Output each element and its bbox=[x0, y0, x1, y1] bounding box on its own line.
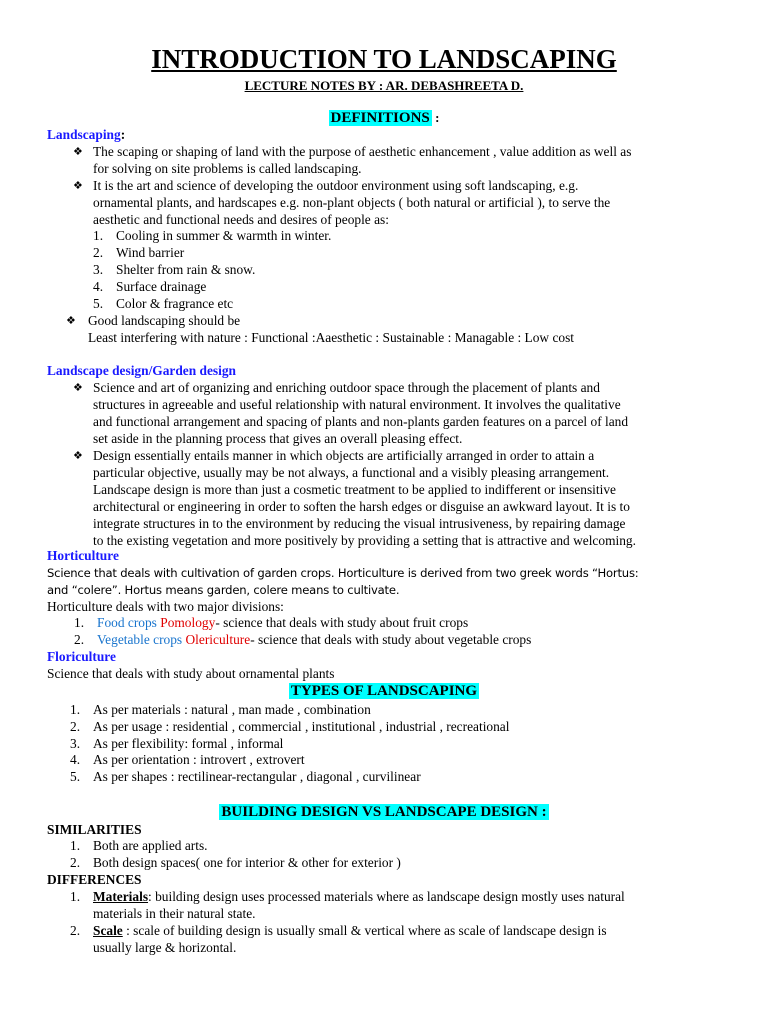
floriculture-label: Floriculture bbox=[47, 649, 116, 664]
diamond-bullet-icon: ❖ bbox=[73, 180, 83, 192]
type-item-1: As per materials : natural , man made , combination bbox=[93, 702, 371, 717]
diamond-bullet-icon: ❖ bbox=[73, 146, 83, 158]
materials-term: Materials bbox=[93, 889, 149, 904]
horticulture-divisions-intro: Horticulture deals with two major divisions: bbox=[47, 599, 284, 614]
garden-bullet-1-line-2: structures in agreeable and useful relationship with natural environment. It involves the qualitative bbox=[93, 397, 621, 412]
landscaping-label: Landscaping bbox=[47, 127, 121, 142]
diamond-bullet-icon: ❖ bbox=[73, 450, 83, 462]
list-number: 5. bbox=[93, 296, 104, 311]
horticulture-text-line-2: and “colere”. Hortus means garden, colere means to cultivate. bbox=[47, 583, 400, 597]
type-item-5: As per shapes : rectilinear-rectangular , diagonal , curvilinear bbox=[93, 769, 421, 784]
garden-bullet-2-line-5: integrate structures in to the environment by reducing the visual intrusiveness, by repairing damage bbox=[93, 516, 626, 531]
definitions-colon: : bbox=[435, 110, 440, 125]
difference-item-1 bbox=[93, 889, 625, 906]
type-item-3: As per flexibility: formal , informal bbox=[93, 736, 284, 751]
need-item-3: Shelter from rain & snow. bbox=[116, 262, 256, 277]
definitions-heading-row bbox=[0, 109, 768, 127]
types-heading: TYPES OF LANDSCAPING bbox=[290, 683, 478, 699]
materials-text: : building design uses processed materials where as landscape design mostly uses natural bbox=[148, 889, 625, 904]
garden-bullet-2-line-2: particular objective, usually may be not always, a functional and a visibly pleasing arrangement. bbox=[93, 465, 610, 480]
landscaping-bullet-1-line-1: The scaping or shaping of land with the purpose of aesthetic enhancement , value addition as well as bbox=[93, 144, 632, 159]
division-item-2 bbox=[97, 632, 531, 649]
page-title: INTRODUCTION TO LANDSCAPING bbox=[151, 44, 617, 74]
garden-bullet-1-line-3: and functional arrangement and spacing of plants and non-plants garden features on a parcel of land bbox=[93, 414, 629, 429]
list-number: 1. bbox=[70, 889, 81, 904]
list-number: 2. bbox=[70, 855, 81, 870]
division-term: Pomology bbox=[160, 615, 216, 630]
horticulture-text-line-1: Science that deals with cultivation of garden crops. Horticulture is derived from two greek words “Hortus: bbox=[47, 566, 639, 580]
list-number: 3. bbox=[93, 262, 104, 277]
landscaping-bullet-2-line-1: It is the art and science of developing the outdoor environment using soft landscaping, e.g. bbox=[93, 178, 579, 193]
list-number: 2. bbox=[93, 245, 104, 260]
list-number: 2. bbox=[70, 719, 81, 734]
need-item-2: Wind barrier bbox=[116, 245, 185, 260]
scale-term: Scale bbox=[93, 923, 123, 938]
division-crop: Food crops bbox=[97, 615, 157, 630]
list-number: 1. bbox=[74, 615, 85, 630]
division-term: Olericulture bbox=[185, 632, 251, 647]
garden-bullet-2-line-3: Landscape design is more than just a cosmetic treatment to be applied to indifferent or insensitive bbox=[93, 482, 616, 497]
garden-bullet-2-line-6: to the existing vegetation and more positively by providing a setting that is attractive and welcoming. bbox=[93, 533, 636, 548]
garden-bullet-1-line-4: set aside in the planning process that gives an overall pleasing effect. bbox=[93, 431, 463, 446]
difference-item-1-cont: materials in their natural state. bbox=[93, 906, 256, 921]
garden-bullet-2-line-1: Design essentially entails manner in which objects are artificially arranged in order to attain a bbox=[93, 448, 595, 463]
list-number: 4. bbox=[93, 279, 104, 294]
landscaping-colon: : bbox=[120, 127, 126, 142]
definitions-heading: DEFINITIONS bbox=[330, 110, 430, 126]
landscaping-label-row bbox=[47, 127, 125, 144]
list-number: 1. bbox=[93, 228, 104, 243]
scale-text: : scale of building design is usually small & vertical where as scale of landscape design is bbox=[122, 923, 607, 938]
lecture-notes-byline: LECTURE NOTES BY : AR. DEBASHREETA D. bbox=[244, 78, 524, 93]
diamond-bullet-icon: ❖ bbox=[66, 315, 76, 327]
building-vs-landscape-heading: BUILDING DESIGN VS LANDSCAPE DESIGN : bbox=[221, 804, 547, 820]
building-heading-row bbox=[0, 803, 768, 821]
division-item-1 bbox=[97, 615, 468, 632]
diamond-bullet-icon: ❖ bbox=[73, 382, 83, 394]
garden-bullet-2-line-4: architectural or engineering in order to soften the harsh edges or disguise an awkward layout. It is to bbox=[93, 499, 630, 514]
types-heading-row bbox=[0, 682, 768, 700]
list-number: 4. bbox=[70, 752, 81, 767]
landscaping-bullet-1-line-2: for solving on site problems is called landscaping. bbox=[93, 161, 362, 176]
landscaping-bullet-2-line-2: ornamental plants, and hardscapes e.g. non-plant objects ( both natural or artificial ), to serve the bbox=[93, 195, 611, 210]
landscaping-bullet-3: Good landscaping should be bbox=[88, 313, 241, 328]
list-number: 1. bbox=[70, 838, 81, 853]
list-number: 2. bbox=[70, 923, 81, 938]
type-item-2: As per usage : residential , commercial , institutional , industrial , recreational bbox=[93, 719, 510, 734]
list-number: 5. bbox=[70, 769, 81, 784]
good-landscaping-qualities: Least interfering with nature : Functional :Aaesthetic : Sustainable : Managable : Low cost bbox=[88, 330, 575, 345]
differences-label: DIFFERENCES bbox=[47, 872, 142, 887]
landscaping-bullet-2-line-3: aesthetic and functional needs and desires of people as: bbox=[93, 212, 389, 227]
floriculture-text: Science that deals with study about ornamental plants bbox=[47, 666, 335, 681]
similarities-label: SIMILARITIES bbox=[47, 822, 142, 837]
list-number: 2. bbox=[74, 632, 85, 647]
list-number: 3. bbox=[70, 736, 81, 751]
type-item-4: As per orientation : introvert , extrovert bbox=[93, 752, 305, 767]
list-number: 1. bbox=[70, 702, 81, 717]
difference-item-2 bbox=[93, 923, 607, 940]
need-item-4: Surface drainage bbox=[116, 279, 207, 294]
horticulture-label: Horticulture bbox=[47, 548, 119, 563]
need-item-1: Cooling in summer & warmth in winter. bbox=[116, 228, 332, 243]
division-desc: - science that deals with study about vegetable crops bbox=[250, 632, 532, 647]
difference-item-2-cont: usually large & horizontal. bbox=[93, 940, 237, 955]
need-item-5: Color & fragrance etc bbox=[116, 296, 234, 311]
garden-design-label: Landscape design/Garden design bbox=[47, 363, 236, 378]
division-desc: - science that deals with study about fruit crops bbox=[215, 615, 469, 630]
similarity-item-1: Both are applied arts. bbox=[93, 838, 208, 853]
garden-bullet-1-line-1: Science and art of organizing and enriching outdoor space through the placement of plants and bbox=[93, 380, 600, 395]
similarity-item-2: Both design spaces( one for interior & other for exterior ) bbox=[93, 855, 401, 870]
division-crop: Vegetable crops bbox=[97, 632, 183, 647]
